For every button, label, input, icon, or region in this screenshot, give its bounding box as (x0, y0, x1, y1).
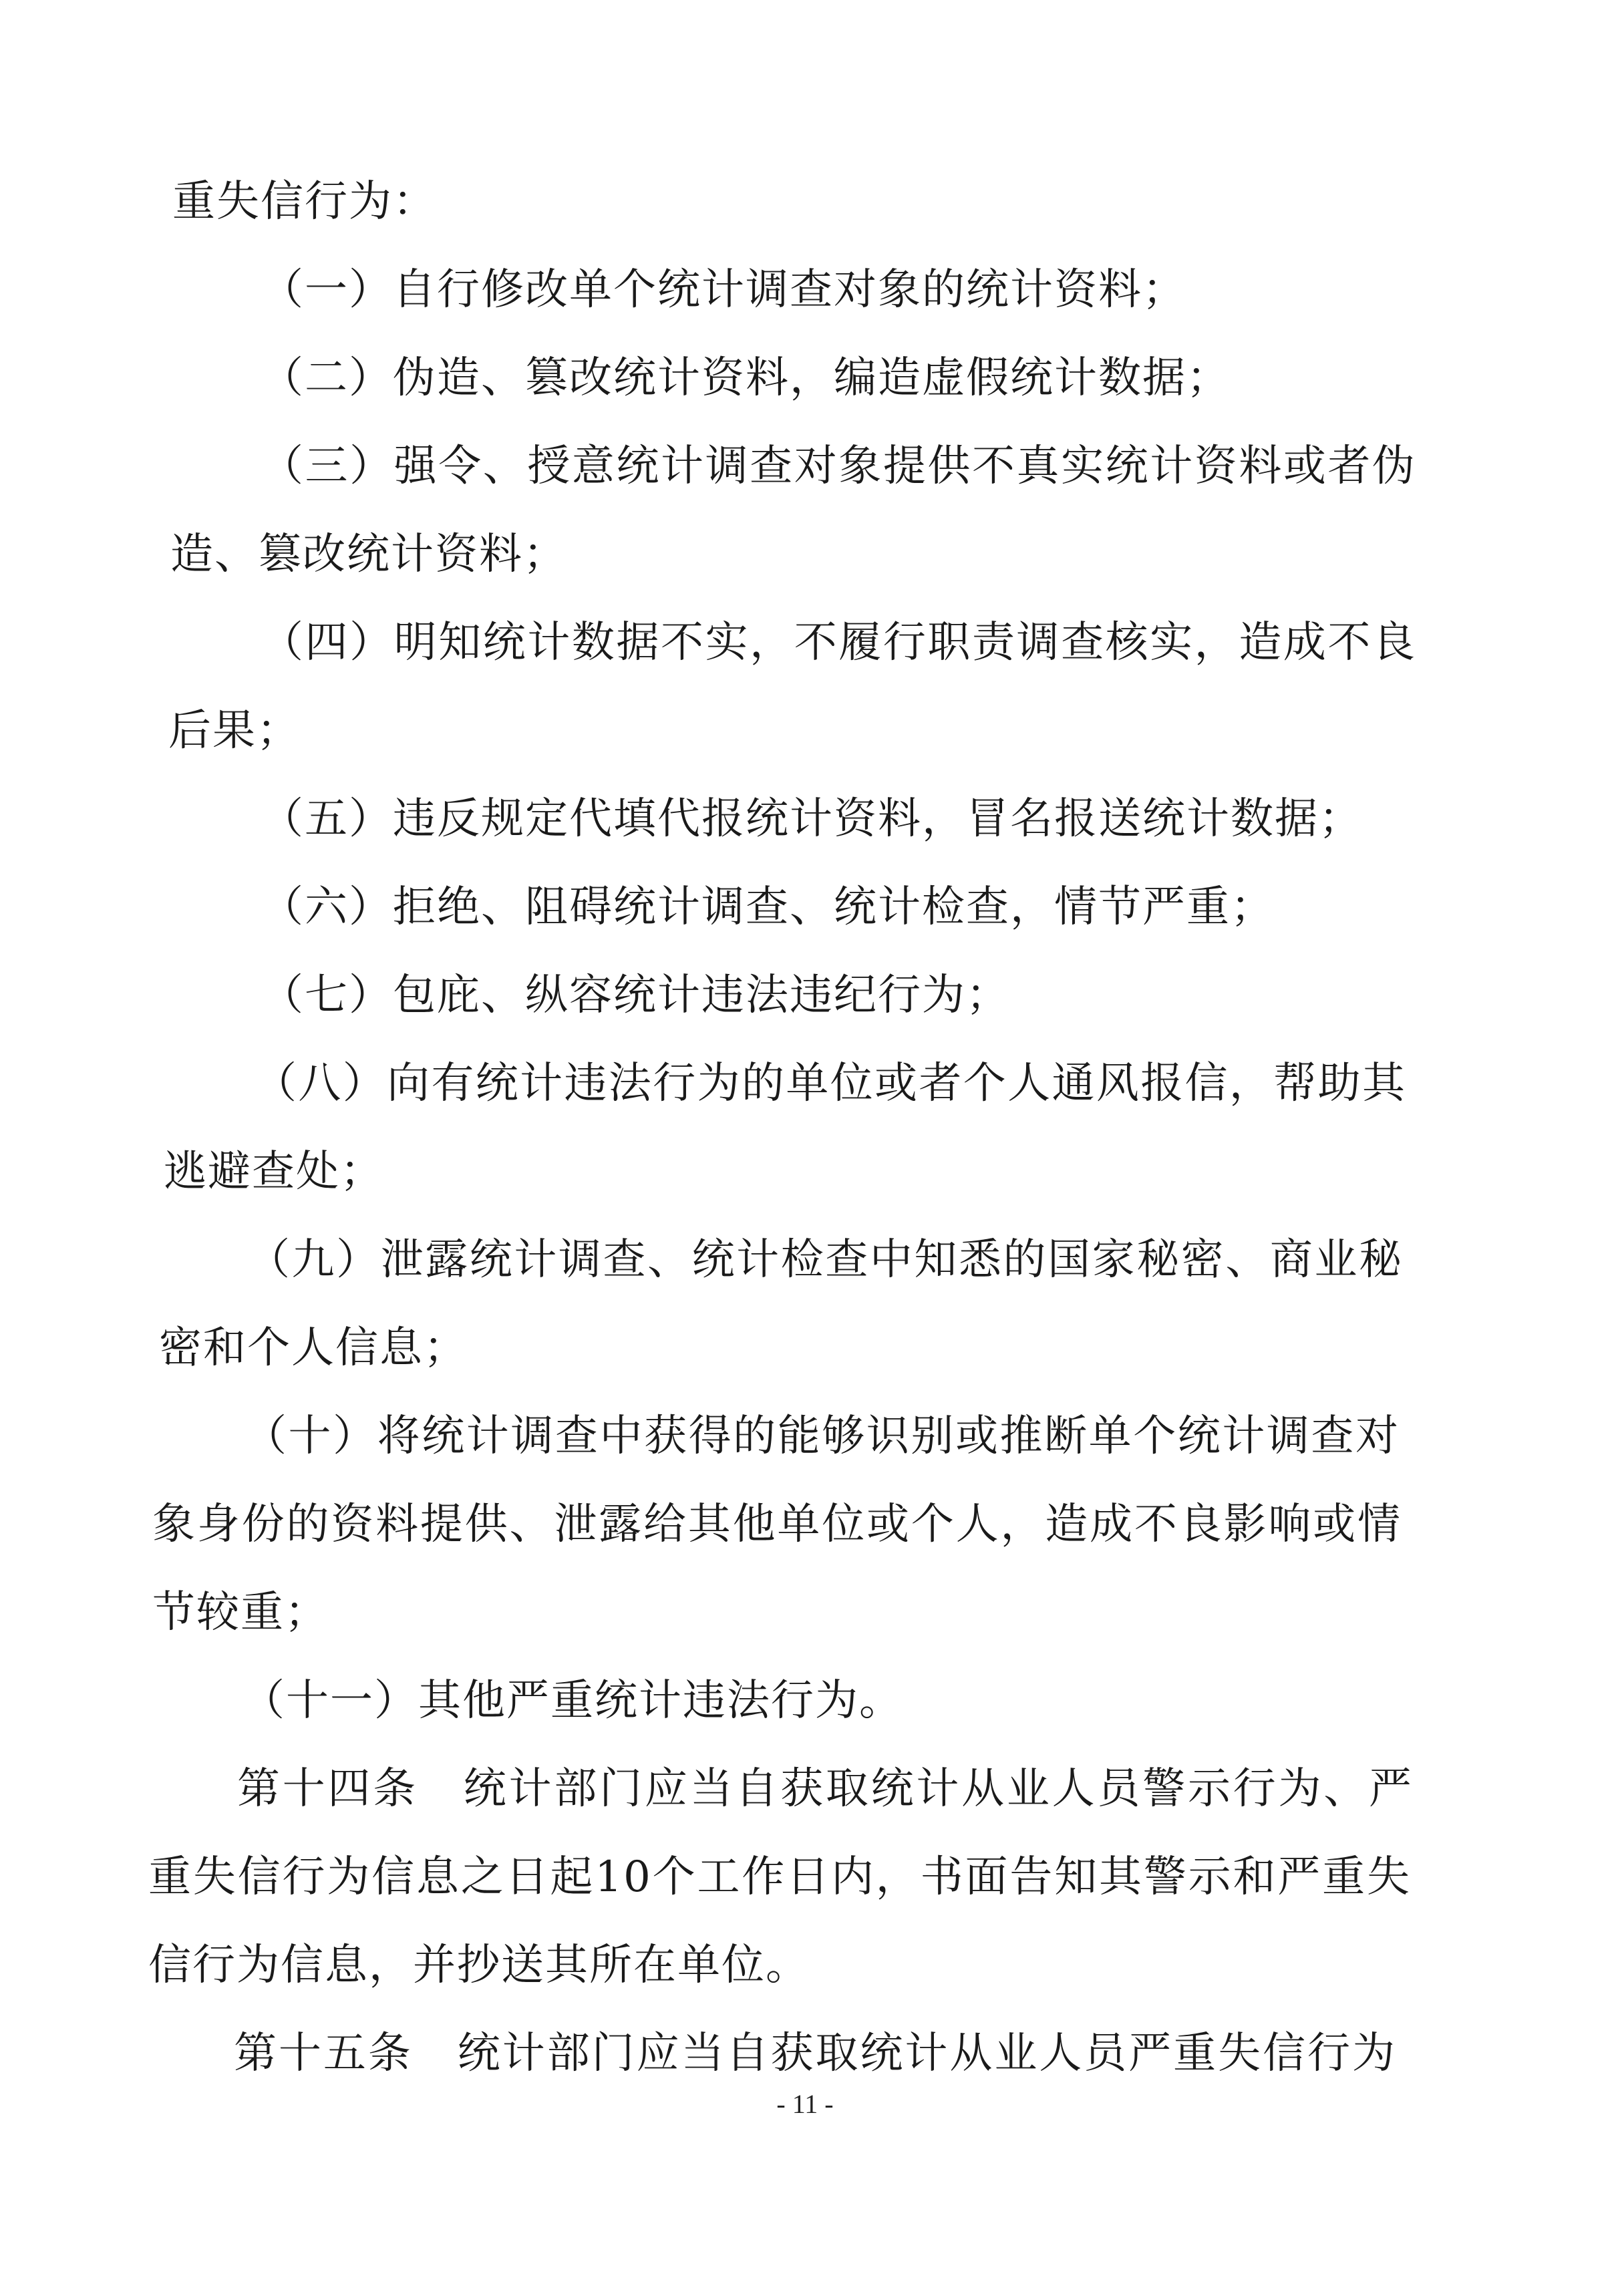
page-number: - 11 - (776, 2089, 834, 2119)
text-line-9: （六）拒绝、阻碍统计调查、统计检查，情节严重； (261, 882, 1275, 932)
text-line-11: （八）向有统计违法行为的单位或者个人通风报信，帮助其 (254, 1059, 1406, 1108)
text-line-20: 重失信行为信息之日起10个工作日内，书面告知其警示和严重失 (148, 1852, 1411, 1902)
text-line-8: （五）违反规定代填代报统计资料，冒名报送统计数据； (261, 794, 1363, 844)
text-line-16: 象身份的资料提供、泄露给其他单位或个人，造成不良影响或情 (152, 1500, 1402, 1549)
text-line-21: 信行为信息，并抄送其所在单位。 (148, 1941, 810, 1990)
text-line-17: 节较重； (152, 1588, 329, 1637)
text-line-18: （十一）其他严重统计违法行为。 (242, 1676, 903, 1726)
text-line-13: （九）泄露统计调查、统计检查中知悉的国家秘密、商业秘 (247, 1235, 1403, 1285)
text-line-6: （四）明知统计数据不实，不履行职责调查核实，造成不良 (261, 618, 1416, 667)
text-line-19: 第十四条 统计部门应当自获取统计从业人员警示行为、严 (237, 1764, 1413, 1814)
text-line-10: （七）包庇、纵容统计违法违纪行为； (261, 971, 1010, 1020)
text-line-2: （一）自行修改单个统计调查对象的统计资料； (261, 265, 1186, 315)
text-line-5: 造、篡改统计资料； (170, 530, 567, 579)
text-line-7: 后果； (168, 706, 301, 756)
text-line-22: 第十五条 统计部门应当自获取统计从业人员严重失信行为 (234, 2029, 1396, 2078)
text-line-1: 重失信行为： (172, 177, 437, 226)
text-line-14: 密和个人信息； (159, 1323, 468, 1373)
text-line-4: （三）强令、授意统计调查对象提供不真实统计资料或者伪 (261, 442, 1416, 491)
text-line-3: （二）伪造、篡改统计资料，编造虚假统计数据； (261, 353, 1231, 403)
text-line-15: （十）将统计调查中获得的能够识别或推断单个统计调查对 (244, 1412, 1400, 1461)
text-line-12: 逃避查处； (164, 1147, 384, 1196)
